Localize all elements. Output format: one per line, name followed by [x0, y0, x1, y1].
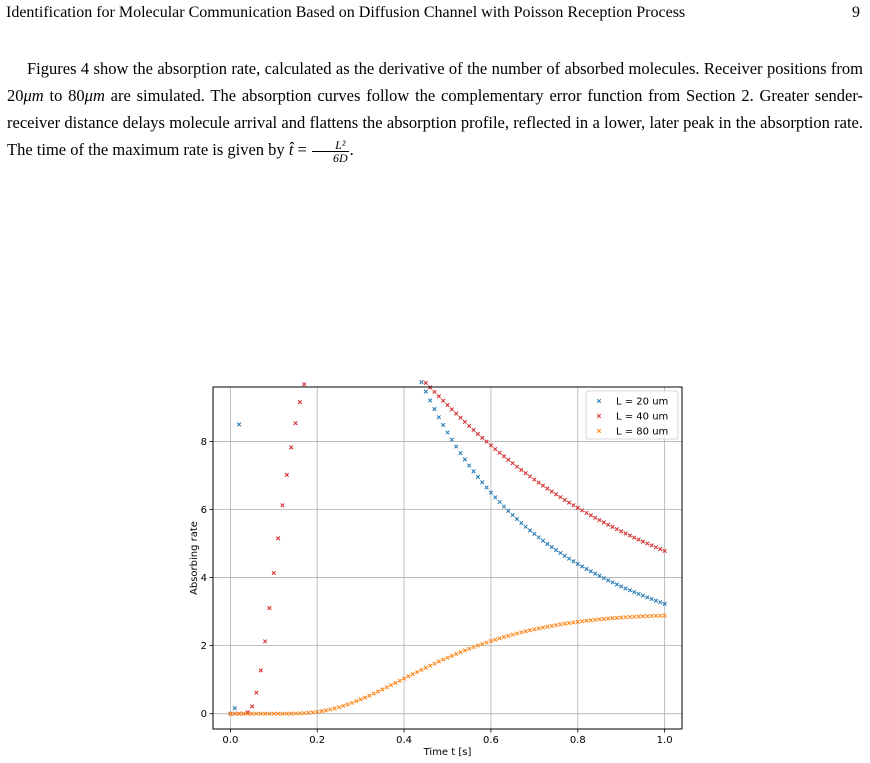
data-point: [650, 597, 654, 601]
data-point: [407, 675, 411, 679]
data-point: [498, 500, 502, 504]
data-point: [441, 399, 445, 403]
data-point: [524, 525, 528, 529]
data-point: [337, 705, 341, 709]
y-tick-label: 4: [200, 573, 207, 585]
legend-entry: L = 80 um: [616, 426, 669, 438]
x-tick-label: 0.6: [482, 735, 499, 746]
data-point: [541, 484, 545, 488]
data-point: [615, 527, 619, 531]
data-point: [255, 691, 259, 695]
data-point: [567, 501, 571, 505]
data-point: [546, 487, 550, 491]
data-point: [424, 390, 428, 394]
data-point: [250, 705, 254, 709]
data-point: [524, 630, 528, 634]
data-point: [476, 475, 480, 479]
x-tick-label: 0.0: [222, 735, 239, 746]
data-point: [559, 623, 563, 627]
data-point: [546, 542, 550, 546]
data-point: [463, 458, 467, 462]
data-point: [467, 647, 471, 651]
data-point: [572, 503, 576, 507]
data-point: [498, 451, 502, 455]
data-point: [637, 538, 641, 542]
data-point: [528, 529, 532, 533]
data-point: [580, 619, 584, 623]
data-point: [355, 699, 359, 703]
data-point: [433, 407, 437, 411]
data-point: [346, 703, 350, 707]
data-point: [615, 583, 619, 587]
para-text-3: are simulated. The absorption curves follow the complementary error function from Section 2. Greater sender-receiver distance delays molecule arrival and flattens the absorption profile, reflected in a lower, later peak in the absorption rate. The time of the maximum rate is given by: [7, 86, 863, 159]
data-point: [598, 518, 602, 522]
data-point: [463, 649, 467, 653]
data-point: [537, 627, 541, 631]
data-point: [650, 544, 654, 548]
data-point: [485, 641, 489, 645]
data-point: [302, 382, 306, 386]
data-point: [606, 617, 610, 621]
data-point: [632, 590, 636, 594]
data-point: [359, 698, 363, 702]
running-title: Identification for Molecular Communication Based on Diffusion Channel with Poisson Reception Process: [6, 4, 686, 21]
y-tick-label: 2: [200, 641, 207, 653]
data-point: [437, 395, 441, 399]
fraction-denominator: 6D: [332, 150, 348, 165]
data-point: [394, 681, 398, 685]
unit-micrometer: μm: [23, 86, 44, 105]
data-point: [559, 551, 563, 555]
data-point: [619, 530, 623, 534]
legend: [586, 391, 678, 439]
data-point: [302, 711, 306, 715]
data-point: [563, 622, 567, 626]
data-point: [589, 570, 593, 574]
x-tick-label: 1.0: [656, 735, 673, 746]
data-point: [341, 704, 345, 708]
data-point: [615, 616, 619, 620]
data-point: [559, 495, 563, 499]
data-point: [381, 688, 385, 692]
data-point: [524, 471, 528, 475]
data-point: [415, 670, 419, 674]
data-point: [550, 624, 554, 628]
data-point: [585, 567, 589, 571]
data-point: [459, 650, 463, 654]
data-point: [624, 532, 628, 536]
data-point: [520, 521, 524, 525]
data-point: [598, 618, 602, 622]
data-point: [554, 493, 558, 497]
x-tick-label: 0.4: [396, 735, 413, 746]
y-tick-label: 0: [200, 709, 207, 721]
data-point: [593, 618, 597, 622]
data-point: [528, 475, 532, 479]
data-point: [467, 464, 471, 468]
data-point: [589, 618, 593, 622]
data-point: [511, 633, 515, 637]
body-paragraph: [7, 55, 863, 164]
data-point: [606, 523, 610, 527]
data-point: [624, 587, 628, 591]
data-point: [298, 400, 302, 404]
data-point: [533, 478, 537, 482]
data-point: [563, 554, 567, 558]
data-point: [593, 572, 597, 576]
y-axis-label: Absorbing rate: [189, 521, 200, 595]
data-point: [528, 629, 532, 633]
data-point: [658, 600, 662, 604]
data-point: [268, 606, 272, 610]
data-point: [580, 565, 584, 569]
data-point: [450, 408, 454, 412]
data-point: [463, 420, 467, 424]
data-point: [454, 412, 458, 416]
data-point: [654, 545, 658, 549]
data-point: [567, 621, 571, 625]
data-point: [493, 496, 497, 500]
data-point: [602, 576, 606, 580]
data-point: [515, 517, 519, 521]
data-point: [376, 690, 380, 694]
data-point: [611, 525, 615, 529]
data-point: [233, 706, 237, 710]
data-point: [624, 615, 628, 619]
y-tick-label: 8: [200, 436, 207, 448]
data-point: [459, 416, 463, 420]
data-point: [520, 468, 524, 472]
data-point: [541, 626, 545, 630]
data-point: [533, 628, 537, 632]
data-point: [654, 599, 658, 603]
data-point: [632, 536, 636, 540]
data-point: [450, 438, 454, 442]
data-point: [502, 454, 506, 458]
data-point: [428, 399, 432, 403]
data-point: [263, 640, 267, 644]
page-header: [6, 4, 860, 24]
page-number: 9: [852, 4, 860, 21]
data-point: [632, 615, 636, 619]
data-point: [572, 560, 576, 564]
data-point: [654, 614, 658, 618]
data-point: [372, 692, 376, 696]
data-point: [285, 473, 289, 477]
legend-entry: L = 20 um: [616, 396, 669, 408]
data-point: [350, 701, 354, 705]
data-point: [520, 631, 524, 635]
data-point: [550, 490, 554, 494]
data-point: [454, 652, 458, 656]
data-point: [506, 458, 510, 462]
data-point: [606, 578, 610, 582]
legend-entry: L = 40 um: [616, 411, 669, 423]
data-point: [511, 461, 515, 465]
data-point: [658, 614, 662, 618]
data-point: [324, 709, 328, 713]
data-point: [480, 436, 484, 440]
data-point: [467, 424, 471, 428]
data-point: [363, 696, 367, 700]
data-point: [515, 632, 519, 636]
data-point: [276, 536, 280, 540]
data-point: [645, 596, 649, 600]
peak-time-fraction: [312, 139, 349, 164]
data-point: [602, 617, 606, 621]
data-point: [589, 514, 593, 518]
data-point: [476, 432, 480, 436]
data-point: [641, 540, 645, 544]
data-point: [485, 486, 489, 490]
data-point: [420, 380, 424, 384]
axis-ticks: [201, 437, 673, 746]
data-point: [572, 621, 576, 625]
para-text-1: Figures 4 show the absorption rate, calculated as the derivative of the number of absorbed molecules. Receiver positions from 20: [7, 59, 863, 105]
data-point: [650, 614, 654, 618]
data-point: [289, 446, 293, 450]
data-point: [511, 513, 515, 517]
data-point: [385, 685, 389, 689]
data-point: [602, 521, 606, 525]
data-point: [450, 654, 454, 658]
data-point: [637, 615, 641, 619]
data-point: [237, 423, 241, 427]
data-point: [628, 534, 632, 538]
data-point: [554, 548, 558, 552]
data-point: [428, 664, 432, 668]
data-point: [411, 672, 415, 676]
data-point: [459, 451, 463, 455]
data-point: [550, 545, 554, 549]
data-point: [446, 403, 450, 407]
data-point: [502, 505, 506, 509]
data-point: [611, 616, 615, 620]
x-axis-label: Time t [s]: [423, 747, 472, 758]
data-point: [446, 656, 450, 660]
data-point: [641, 615, 645, 619]
data-point: [368, 694, 372, 698]
data-point: [320, 709, 324, 713]
data-point: [641, 594, 645, 598]
data-point: [398, 679, 402, 683]
y-tick-label: 6: [200, 505, 207, 517]
data-point: [472, 470, 476, 474]
data-point: [628, 615, 632, 619]
data-point: [619, 616, 623, 620]
data-point: [645, 542, 649, 546]
data-point: [515, 465, 519, 469]
data-point: [328, 708, 332, 712]
data-point: [585, 511, 589, 515]
unit-micrometer: μm: [84, 86, 105, 105]
x-tick-label: 0.8: [569, 735, 586, 746]
t-hat-symbol: t̂: [288, 140, 294, 159]
data-point: [437, 415, 441, 419]
data-point: [533, 532, 537, 536]
data-point: [502, 635, 506, 639]
data-point: [554, 623, 558, 627]
data-point: [541, 539, 545, 543]
para-text-2: to 80: [43, 86, 85, 105]
data-point: [493, 638, 497, 642]
data-point: [628, 588, 632, 592]
para-end: .: [349, 140, 354, 159]
equals-sign: =: [293, 140, 311, 159]
data-point: [424, 666, 428, 670]
data-point: [546, 625, 550, 629]
data-point: [441, 423, 445, 427]
data-point: [637, 592, 641, 596]
data-point: [433, 662, 437, 666]
data-point: [333, 707, 337, 711]
data-point: [537, 536, 541, 540]
data-point: [493, 447, 497, 451]
data-point: [619, 585, 623, 589]
absorption-rate-figure: [0, 380, 870, 763]
data-point: [441, 658, 445, 662]
data-point: [424, 381, 428, 385]
fraction-numerator: L²: [312, 139, 349, 152]
data-point: [506, 634, 510, 638]
data-point: [593, 516, 597, 520]
data-point: [585, 619, 589, 623]
x-tick-label: 0.2: [309, 735, 326, 746]
data-point: [281, 503, 285, 507]
data-point: [389, 683, 393, 687]
data-point: [472, 428, 476, 432]
data-point: [611, 581, 615, 585]
data-point: [498, 637, 502, 641]
data-point: [437, 660, 441, 664]
data-point: [563, 498, 567, 502]
data-point: [294, 421, 298, 425]
data-point: [537, 481, 541, 485]
data-point: [567, 557, 571, 561]
data-point: [420, 668, 424, 672]
data-point: [658, 547, 662, 551]
data-point: [454, 445, 458, 449]
data-point: [259, 669, 263, 673]
data-point: [272, 571, 276, 575]
data-point: [433, 390, 437, 394]
data-point: [480, 481, 484, 485]
data-point: [446, 431, 450, 435]
data-point: [645, 614, 649, 618]
